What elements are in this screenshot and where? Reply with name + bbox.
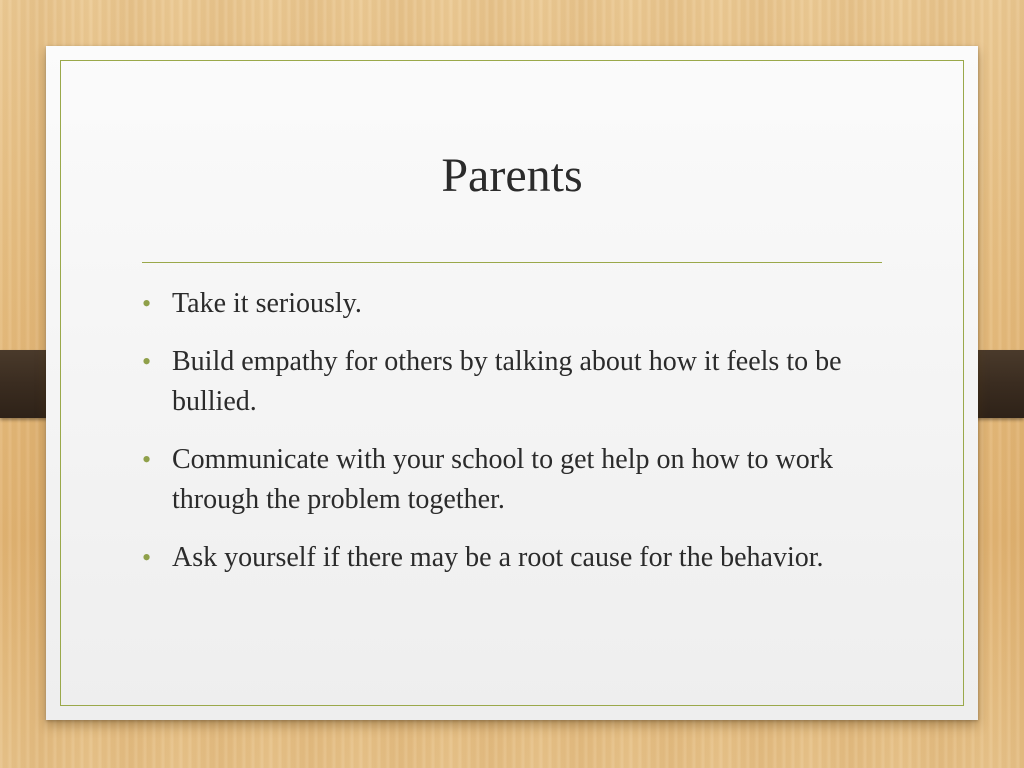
- bullet-text: Ask yourself if there may be a root cause for the behavior.: [172, 542, 824, 573]
- bullet-item: [142, 440, 902, 520]
- bullet-icon: •: [142, 543, 152, 572]
- title-divider: [142, 262, 882, 263]
- bullet-text: Build empathy for others by talking about how it feels to be bullied.: [172, 346, 842, 417]
- bullet-icon: •: [142, 289, 152, 318]
- slide-title: Parents: [441, 149, 583, 202]
- bullet-text: Take it seriously.: [172, 288, 362, 319]
- slide-paper: [46, 46, 978, 720]
- bullet-item: [142, 538, 902, 578]
- bullet-item: [142, 342, 902, 422]
- bullet-icon: •: [142, 445, 152, 474]
- bullet-icon: •: [142, 347, 152, 376]
- bullet-list: [142, 284, 902, 596]
- bullet-text: Communicate with your school to get help on how to work through the problem together.: [172, 444, 834, 515]
- bullet-item: [142, 284, 902, 324]
